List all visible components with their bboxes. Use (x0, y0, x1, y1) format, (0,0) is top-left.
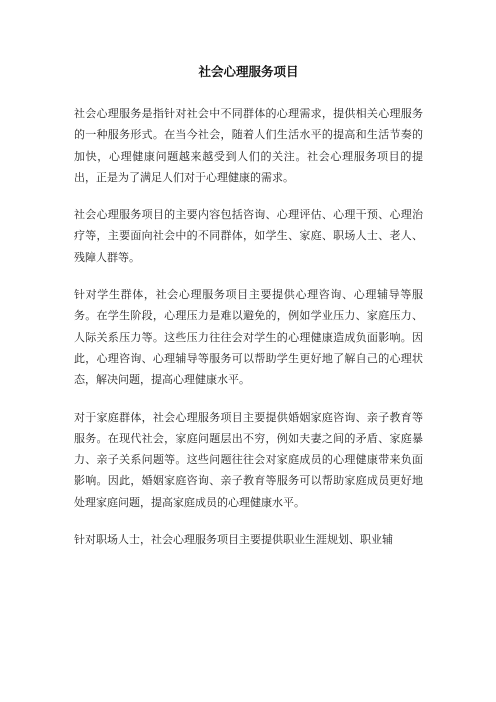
document-title: 社会心理服务项目 (198, 64, 299, 79)
paragraph-workplace: 针对职场人士，社会心理服务项目主要提供职业生涯规划、职业辅 (74, 533, 393, 547)
paragraph-content: 社会心理服务项目的主要内容包括咨询、心理评估、心理干预、心理治疗等，主要面向社会中的不同群体，如学生、家庭、职场人士、老人、残障人群等。 (74, 208, 423, 264)
paragraph-intro: 社会心理服务是指针对社会中不同群体的心理需求，提供相关心理服务的一种服务形式。在当今社会，随着人们生活水平的提高和生活节奏的加快，心理健康问题越来越受到人们的关注。社会心理服务项目的提出，正是为了满足人们对于心理健康的需求。 (74, 107, 423, 184)
paragraph-families: 对于家庭群体，社会心理服务项目主要提供婚姻家庭咨询、亲子教育等服务。在现代社会，家庭问题层出不穷，例如夫妻之间的矛盾、家庭暴力、亲子关系问题等。这些问题往往会对家庭成员的心理健康带来负面影响。因此，婚姻家庭咨询、亲子教育等服务可以帮助家庭成员更好地处理家庭问题，提高家庭成员的心理健康水平。 (74, 410, 423, 509)
paragraph-students: 针对学生群体，社会心理服务项目主要提供心理咨询、心理辅导等服务。在学生阶段，心理压力是难以避免的，例如学业压力、家庭压力、人际关系压力等。这些压力往往会对学生的心理健康造成负面影响。因此，心理咨询、心理辅导等服务可以帮助学生更好地了解自己的心理状态，解决问题，提高心理健康水平。 (74, 288, 423, 387)
